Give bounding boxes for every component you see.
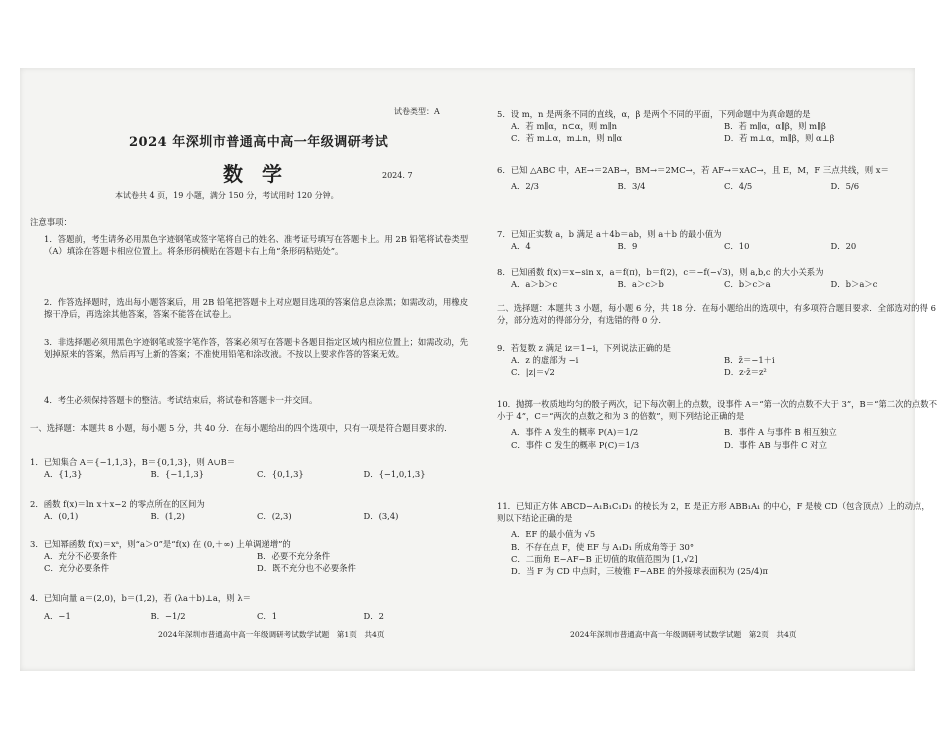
- option: D．b＞a＞c: [830, 279, 878, 290]
- option: C．二面角 E−AF−B 正切值的取值范围为 [1,√2]: [511, 553, 698, 564]
- question-options: [497, 354, 937, 378]
- exam-title: 2024 年深圳市普通高中高一年级调研考试: [129, 135, 389, 150]
- note-3: 3．非选择题必须用黑色字迹钢笔或签字笔作答，答案必须写在答题卡各题目指定区域内相应位置上；如需改动，先划掉原来的答案，然后再写上新的答案；不准使用铅笔和涂改液。不按以上要求作答的答案无效。: [44, 337, 469, 360]
- option: B．z̄＝−1＋i: [724, 355, 775, 366]
- option: C．事件 C 发生的概率 P(C)＝1/3: [511, 439, 640, 450]
- question-options: [30, 510, 470, 522]
- question-stem: 6．已知 △ABC 中，AE→＝2AB→，BM→＝2MC→，若 AF→＝xAC→，且 E，M，F 三点共线，则 x＝: [497, 165, 889, 175]
- option: B．(1,2): [150, 511, 185, 522]
- option: C．充分必要条件: [44, 563, 110, 574]
- question-options: [497, 528, 937, 577]
- question-7: [497, 228, 937, 252]
- option: B．{−1,1,3}: [150, 469, 205, 480]
- exam-page-2: [497, 108, 937, 668]
- question-options: [30, 610, 470, 622]
- option: A．2/3: [511, 181, 539, 192]
- question-stem: 8．已知函数 f(x)＝x−sin x，a＝f(π)，b＝f(2)，c＝−f(−√3)，则 a,b,c 的大小关系为: [497, 267, 824, 277]
- question-2: [30, 498, 470, 522]
- question-stem: 10．抛掷一枚质地均匀的骰子两次，记下每次朝上的点数，设事件 A＝“第一次的点数不大于 3”，B＝“第二次的点数不小于 4”，C＝“两次的点数之和为 3 的倍数”，则下列结论正确的是: [497, 399, 937, 422]
- question-1: [30, 456, 470, 480]
- question-stem: 2．函数 f(x)＝ln x＋x−2 的零点所在的区间为: [30, 499, 205, 509]
- option: C．|z|＝√2: [511, 367, 555, 378]
- option: D．5/6: [830, 181, 860, 192]
- question-options: [497, 278, 937, 290]
- note-4: 4．考生必须保持答题卡的整洁。考试结束后，将试卷和答题卡一并交回。: [44, 395, 318, 405]
- paper-type: 试卷类型：A: [394, 107, 440, 116]
- footer-page-1: 2024年深圳市普通高中高一年级调研考试数学试题 第1页 共4页: [158, 630, 385, 639]
- option: C．1: [257, 611, 278, 622]
- option: D．{−1,0,1,3}: [363, 469, 426, 480]
- question-options: [30, 468, 470, 480]
- notes-heading: 注意事项：: [30, 217, 72, 227]
- subject-title: 数 学: [223, 162, 288, 186]
- option: B．事件 A 与事件 B 相互独立: [724, 427, 837, 438]
- option: A．事件 A 发生的概率 P(A)＝1/2: [511, 427, 639, 438]
- question-6: [497, 164, 937, 192]
- question-3: [30, 538, 470, 575]
- exam-info: 本试卷共 4 页，19 小题，满分 150 分，考试用时 120 分钟。: [115, 191, 339, 200]
- question-11: [497, 500, 937, 577]
- option: D．2: [363, 611, 384, 622]
- question-stem: 9．若复数 z 满足 iz＝1−i，下列说法正确的是: [497, 343, 671, 353]
- option: A．4: [511, 241, 531, 252]
- option: A．−1: [44, 611, 71, 622]
- option: A．(0,1): [44, 511, 79, 522]
- option: B．3/4: [617, 181, 646, 192]
- option: B．不存在点 F，使 EF 与 A₁D₁ 所成角等于 30°: [511, 541, 695, 552]
- section-2-heading: 二、选择题：本题共 3 小题，每小题 6 分，共 18 分．在每小题给出的选项中，有多项符合题目要求．全部选对的得 6 分，部分选对的得部分分，有选错的得 0 分．: [497, 303, 936, 326]
- question-5: [497, 108, 937, 145]
- option: A．a＞b＞c: [511, 279, 558, 290]
- option: D．事件 AB 与事件 C 对立: [724, 439, 827, 450]
- question-stem: 7．已知正实数 a，b 满足 a＋4b＝ab，则 a＋b 的最小值为: [497, 229, 722, 239]
- note-2: 2．作答选择题时，选出每小题答案后，用 2B 铅笔把答题卡上对应题目选项的答案信息点涂黑；如需改动，用橡皮擦干净后，再选涂其他答案，答案不能答在试卷上。: [44, 297, 469, 320]
- option: A．z 的虚部为 −i: [511, 355, 579, 366]
- option: C．(2,3): [257, 511, 292, 522]
- option: C．4/5: [724, 181, 753, 192]
- exam-page-1: [30, 98, 470, 658]
- option: B．a＞c＞b: [617, 279, 664, 290]
- option: D．20: [830, 241, 857, 252]
- option: B．−1/2: [150, 611, 186, 622]
- question-options: [497, 180, 937, 192]
- question-9: [497, 342, 937, 379]
- option: A．{1,3}: [44, 469, 83, 480]
- question-stem: 3．已知幂函数 f(x)＝xᵃ，则“a＞0”是“f(x) 在 (0,＋∞) 上单调递增”的: [30, 539, 291, 549]
- exam-date: 2024. 7: [382, 171, 413, 180]
- option: C．若 m⊥α，m⊥n，则 n∥α: [511, 133, 623, 144]
- question-stem: 4．已知向量 a＝(2,0)，b＝(1,2)，若 (λa＋b)⊥a，则 λ＝: [30, 593, 251, 603]
- question-8: [497, 266, 937, 290]
- note-1: 1．答题前，考生请务必用黑色字迹钢笔或签字笔将自己的姓名、准考证号填写在答题卡上。用 2B 铅笔将试卷类型（A）填涂在答题卡相应位置上。将条形码横贴在答题卡右上角“条形码粘贴处”。: [44, 234, 469, 257]
- question-4: [30, 592, 470, 622]
- option: B．必要不充分条件: [257, 551, 331, 562]
- question-stem: 5．设 m，n 是两条不同的直线，α，β 是两个不同的平面，下列命题中为真命题的是: [497, 109, 811, 119]
- option: B．若 m∥α，α∥β，则 m∥β: [724, 121, 826, 132]
- option: D．既不充分也不必要条件: [257, 563, 356, 574]
- option: A．充分不必要条件: [44, 551, 118, 562]
- option: D．若 m⊥α，m∥β，则 α⊥β: [724, 133, 835, 144]
- question-options: [497, 120, 937, 144]
- option: C．10: [724, 241, 750, 252]
- footer-page-2: 2024年深圳市普通高中高一年级调研考试数学试题 第2页 共4页: [570, 630, 797, 639]
- question-options: [497, 240, 937, 252]
- question-stem: 11．已知正方体 ABCD−A₁B₁C₁D₁ 的棱长为 2，E 是正方形 ABB₁A₁ 的中心，F 是棱 CD（包含顶点）上的动点，则以下结论正确的是: [497, 501, 930, 524]
- question-options: [497, 426, 937, 450]
- option: D．z·z̄＝z²: [724, 367, 767, 378]
- option: B．9: [617, 241, 638, 252]
- option: D．(3,4): [363, 511, 399, 522]
- section-1-heading: 一、选择题：本题共 8 小题，每小题 5 分，共 40 分．在每小题给出的四个选项中，只有一项是符合题目要求的．: [30, 423, 453, 433]
- question-10: [497, 398, 937, 451]
- option: C．{0,1,3}: [257, 469, 304, 480]
- option: D．当 F 为 CD 中点时，三棱锥 F−ABE 的外接球表面积为 (25/4)π: [511, 565, 769, 576]
- question-options: [30, 550, 470, 574]
- option: C．b＞c＞a: [724, 279, 771, 290]
- option: A．EF 的最小值为 √5: [511, 529, 596, 540]
- question-stem: 1．已知集合 A＝{−1,1,3}，B＝{0,1,3}，则 A∪B＝: [30, 457, 236, 467]
- option: A．若 m∥α，n⊂α，则 m∥n: [511, 121, 617, 132]
